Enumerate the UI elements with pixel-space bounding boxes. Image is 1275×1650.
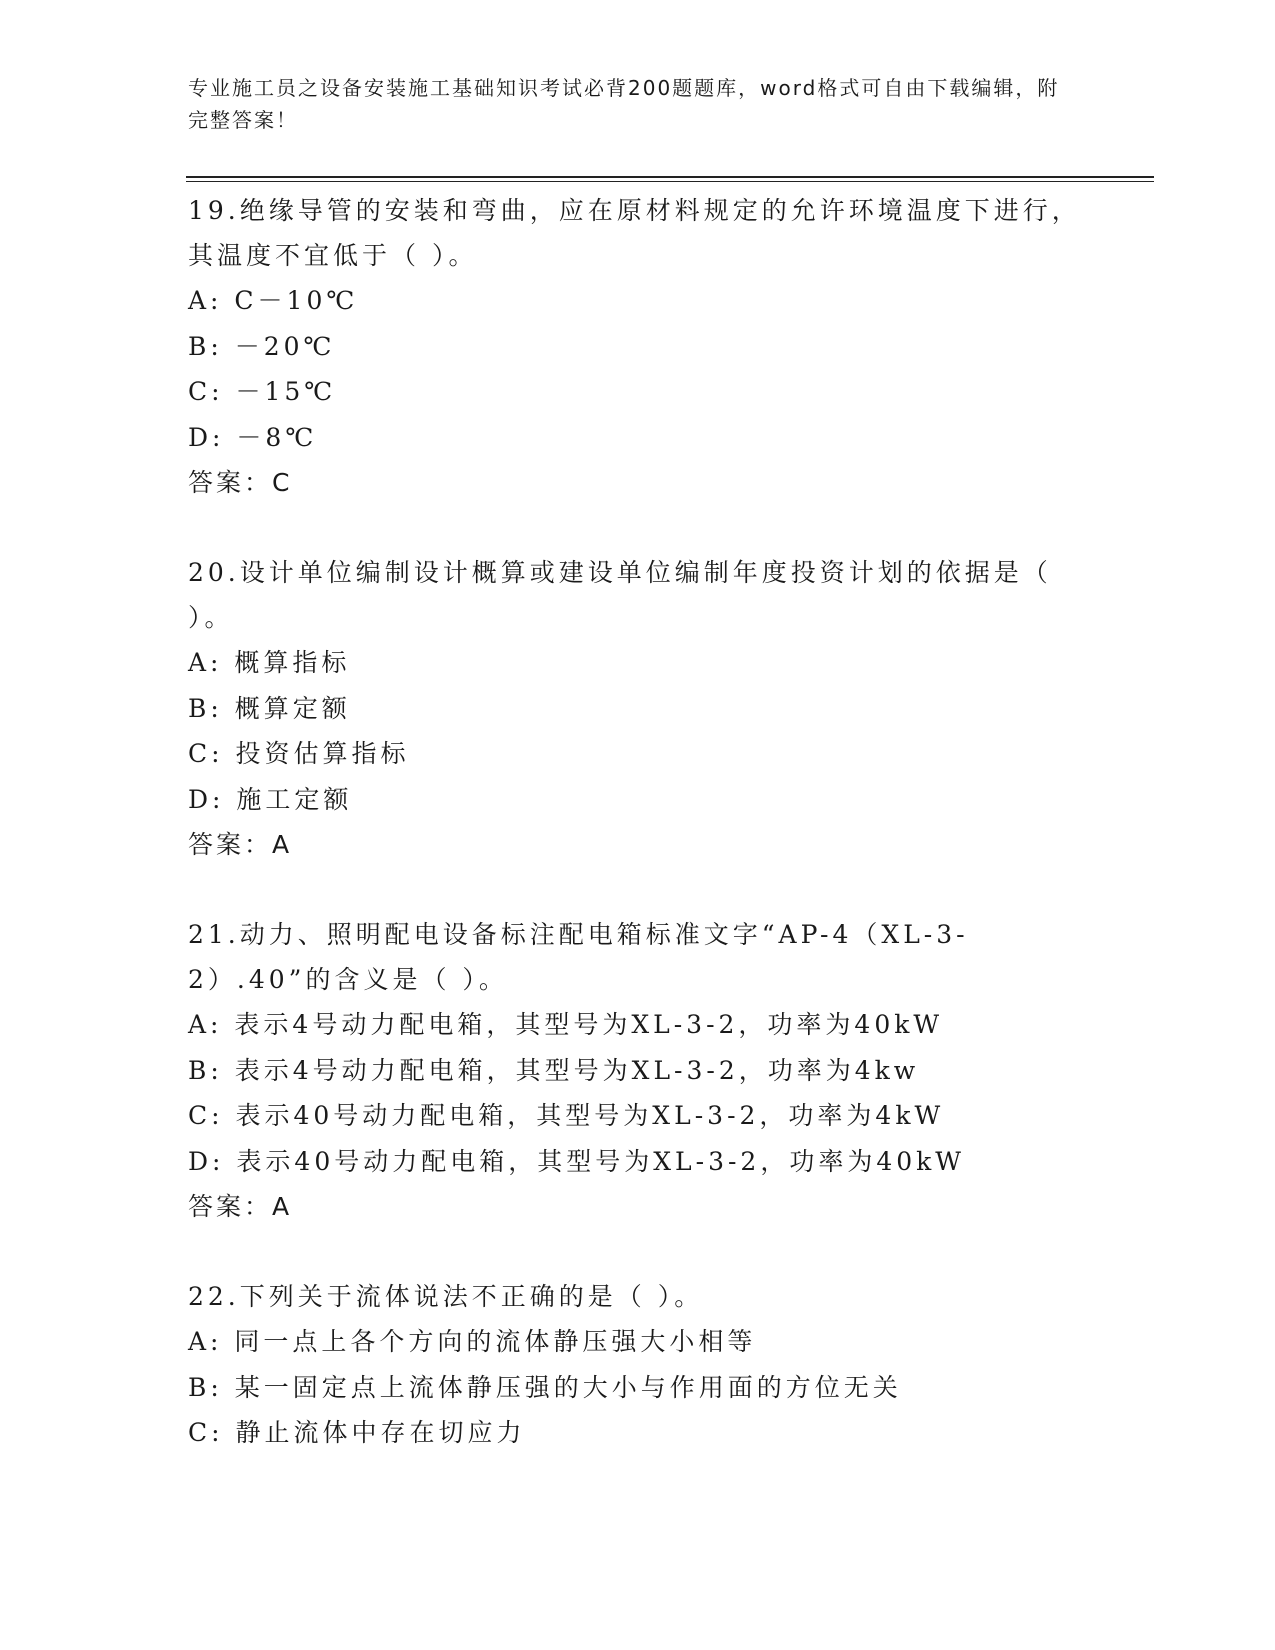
header-rule-thick: [186, 176, 1154, 178]
option-c: C: 静止流体中存在切应力: [188, 1418, 526, 1447]
question-22: [188, 1274, 1088, 1456]
option-b: B: －20℃: [188, 331, 336, 361]
option-c: C: 表示40号动力配电箱，其型号为XL-3-2，功率为4kW: [188, 1101, 945, 1130]
header-rule-thin: [186, 181, 1154, 182]
option-b: B: 概算定额: [188, 693, 351, 723]
answer: 答案：A: [188, 1192, 293, 1221]
option-a: A: 表示4号动力配电箱，其型号为XL-3-2，功率为40kW: [188, 1010, 944, 1039]
option-a: A: C－10℃: [188, 286, 359, 315]
option-d: D: 表示40号动力配电箱，其型号为XL-3-2，功率为40kW: [188, 1146, 965, 1176]
question-text: 21.动力、照明配电设备标注配电箱标准文字“AP-4（XL-3-2）.40”的含义是（ ）。: [188, 920, 969, 994]
question-20: [188, 550, 1088, 867]
option-c: C: 投资估算指标: [188, 739, 410, 768]
document-header: 专业施工员之设备安装施工基础知识考试必背200题题库，word格式可自由下载编辑，附完整答案！: [188, 76, 1060, 132]
answer: 答案：C: [188, 468, 293, 497]
question-21: [188, 912, 1088, 1229]
option-b: B: 某一固定点上流体静压强的大小与作用面的方位无关: [188, 1372, 902, 1402]
option-b: B: 表示4号动力配电箱，其型号为XL-3-2，功率为4kw: [188, 1055, 920, 1085]
question-19: [188, 188, 1088, 505]
question-text: 20.设计单位编制设计概算或建设单位编制年度投资计划的依据是（ ）。: [188, 558, 1052, 632]
option-c: C: －15℃: [188, 377, 337, 406]
option-a: A: 同一点上各个方向的流体静压强大小相等: [188, 1327, 757, 1356]
option-d: D: 施工定额: [188, 784, 353, 814]
answer: 答案：A: [188, 830, 293, 859]
question-list: [188, 188, 1088, 1501]
question-text: 19.绝缘导管的安装和弯曲，应在原材料规定的允许环境温度下进行，其温度不宜低于（ ）。: [188, 196, 1081, 270]
question-text: 22.下列关于流体说法不正确的是（ ）。: [188, 1282, 704, 1311]
option-d: D: －8℃: [188, 422, 318, 452]
option-a: A: 概算指标: [188, 648, 351, 677]
